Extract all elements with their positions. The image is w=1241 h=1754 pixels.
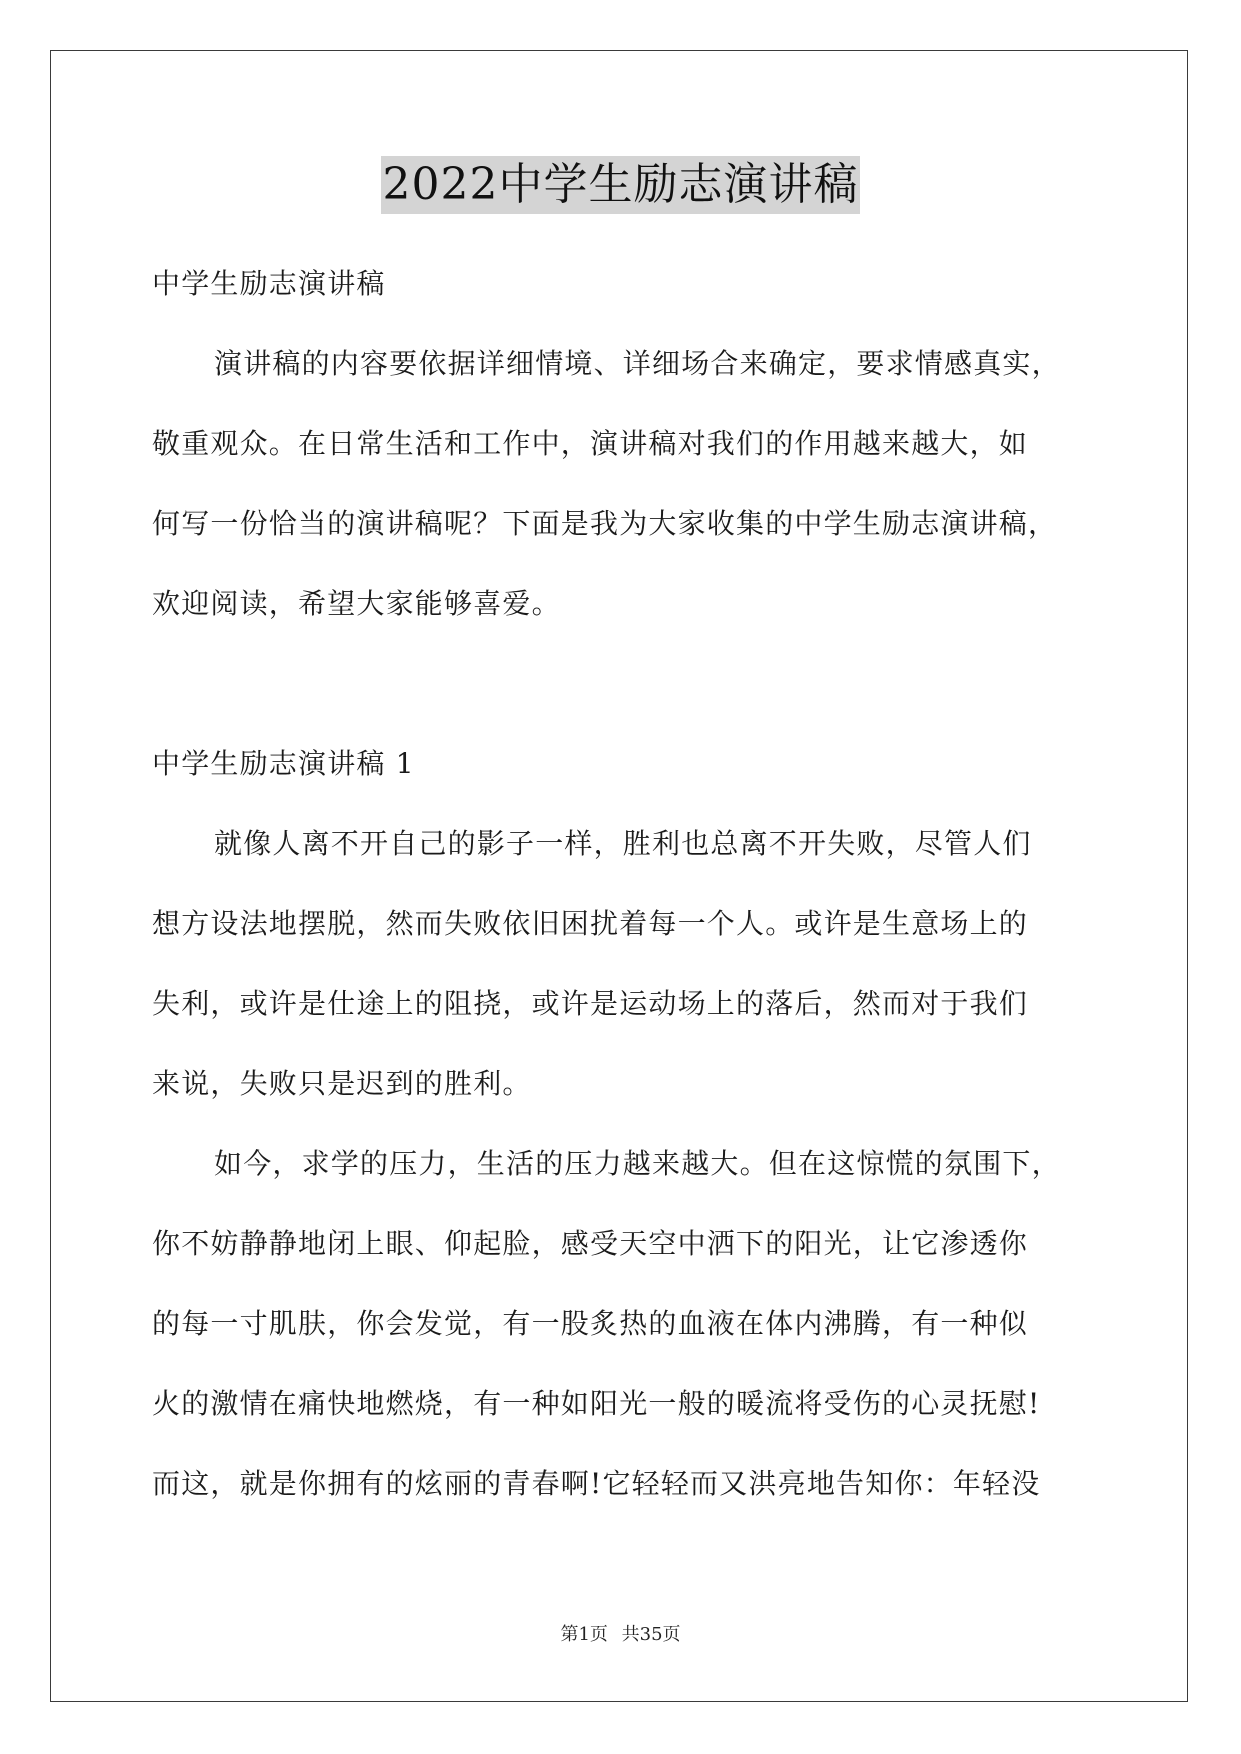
- section-spacer: [152, 644, 1112, 724]
- intro-heading: 中学生励志演讲稿: [152, 267, 386, 300]
- section1-heading: 中学生励志演讲稿 1: [152, 747, 415, 780]
- para2-line: 火的激情在痛快地燃烧，有一种如阳光一般的暖流将受伤的心灵抚慰!: [152, 1387, 1041, 1420]
- page-number: 第1页: [560, 1624, 608, 1645]
- intro-line: 欢迎阅读，希望大家能够喜爱。: [152, 587, 561, 620]
- para1-line: 想方设法地摆脱，然而失败依旧困扰着每一个人。或许是生意场上的: [152, 907, 1029, 940]
- title-container: [0, 156, 1241, 214]
- para1-line: 失利，或许是仕途上的阻挠，或许是运动场上的落后，然而对于我们: [152, 987, 1029, 1020]
- para1-line: 来说，失败只是迟到的胜利。: [152, 1067, 532, 1100]
- para2-line: 而这，就是你拥有的炫丽的青春啊!它轻轻而又洪亮地告知你：年轻没: [152, 1467, 1041, 1500]
- para2-line: 你不妨静静地闭上眼、仰起脸，感受天空中洒下的阳光，让它渗透你: [152, 1227, 1029, 1260]
- page-footer: [0, 1620, 1241, 1646]
- intro-line: 演讲稿的内容要依据详细情境、详细场合来确定，要求情感真实，: [214, 347, 1061, 380]
- para2-line: 如今，求学的压力，生活的压力越来越大。但在这惊慌的氛围下，: [214, 1147, 1061, 1180]
- para2-line: 的每一寸肌肤，你会发觉，有一股炙热的血液在体内沸腾，有一种似: [152, 1307, 1029, 1340]
- para1-line: 就像人离不开自己的影子一样，胜利也总离不开失败，尽管人们: [214, 827, 1032, 860]
- intro-line: 何写一份恰当的演讲稿呢？下面是我为大家收集的中学生励志演讲稿，: [152, 507, 1058, 540]
- document-title: 2022中学生励志演讲稿: [381, 156, 861, 214]
- intro-line: 敬重观众。在日常生活和工作中，演讲稿对我们的作用越来越大，如: [152, 427, 1029, 460]
- page-total: 共35页: [621, 1624, 681, 1645]
- document-body: [152, 244, 1112, 1524]
